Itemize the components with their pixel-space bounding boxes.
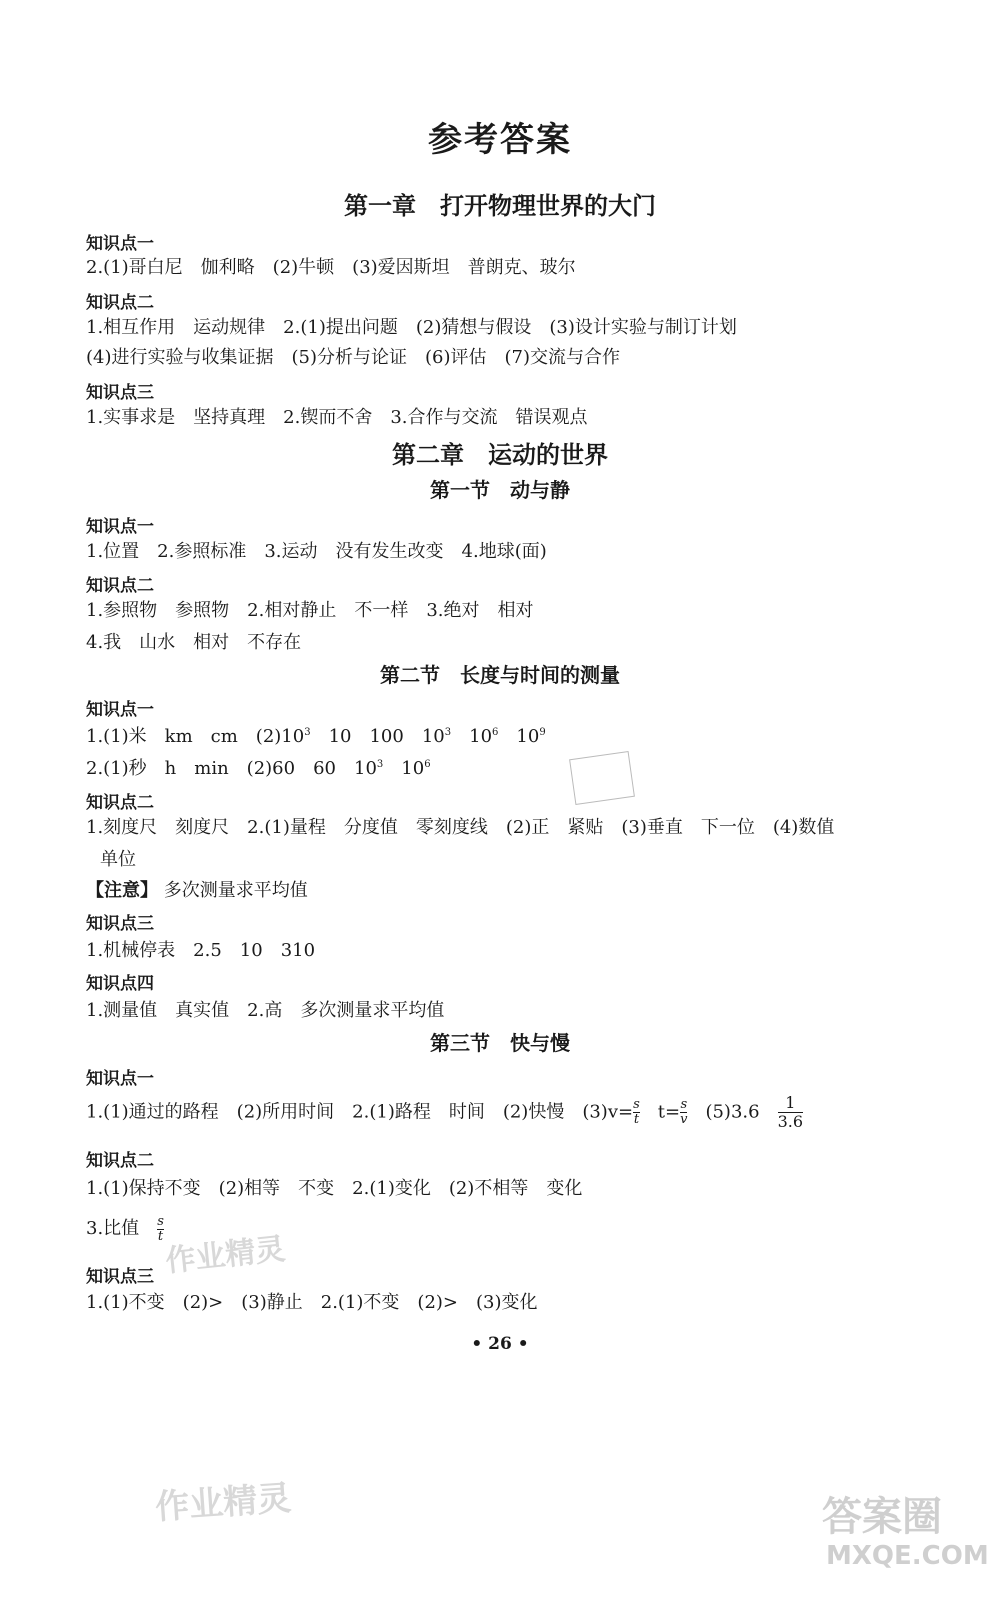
s3-kp2-label: 知识点二: [86, 1151, 154, 1171]
s1-kp2-answers-2: 4.我 山水 相对 不存在: [86, 632, 302, 653]
s2-note: 【注意】 多次测量求平均值: [86, 880, 308, 901]
ch1-kp1-answers: 2.(1)哥白尼 伽利略 (2)牛顿 (3)爱因斯坦 普朗克、玻尔: [86, 257, 576, 278]
page-number: • 26 •: [471, 1334, 529, 1354]
fraction-s-over-t-2: $\frac{s}{t}$: [157, 1213, 164, 1244]
s3-kp3-label: 知识点三: [86, 1267, 154, 1287]
s3-kp1-answers: 1.(1)通过的路程 (2)所用时间 2.(1)路程 时间 (2)快慢 (3)v= $\frac{s}{t}$ t= $\frac{s}{v}$ (5)3.6 $\frac{1}{3.6}$: [86, 1093, 804, 1131]
s3-kp1-label: 知识点一: [86, 1069, 154, 1089]
ch1-kp3-answers: 1.实事求是 坚持真理 2.锲而不舍 3.合作与交流 错误观点: [86, 407, 588, 428]
ch1-kp2-answers-1: 1.相互作用 运动规律 2.(1)提出问题 (2)猜想与假设 (3)设计实验与制订计划: [86, 317, 737, 338]
ch1-kp3-label: 知识点三: [86, 383, 154, 403]
ch1-kp2-label: 知识点二: [86, 293, 154, 313]
fraction-1-over-3-6: $\frac{1}{3.6}$: [777, 1093, 804, 1131]
s2-kp3-label: 知识点三: [86, 914, 154, 934]
chapter-2-heading: 第二章 运动的世界: [392, 441, 608, 469]
ch2-section-3-heading: 第三节 快与慢: [430, 1031, 570, 1055]
stamp-mark: [569, 751, 635, 805]
s3-kp2-answers-2: 3.比值 $\frac{s}{t}$: [86, 1213, 164, 1244]
s2-kp1-answers-2: 2.(1)秒 h min (2)60 60 $10^3$ $10^6$: [86, 758, 431, 779]
s2-kp3-answers: 1.机械停表 2.5 10 310: [86, 940, 316, 961]
watermark-logo-text: 答案圈: [822, 1494, 942, 1540]
s2-kp2-label: 知识点二: [86, 793, 154, 813]
watermark-text-1: 作业精灵: [163, 1231, 287, 1280]
s3-kp2-answers-1: 1.(1)保持不变 (2)相等 不变 2.(1)变化 (2)不相等 变化: [86, 1178, 583, 1199]
s2-kp2-answers-2: 单位: [100, 849, 136, 870]
fraction-s-over-t: $\frac{s}{t}$: [633, 1097, 640, 1127]
s2-kp1-answers-1: 1.(1)米 km cm $(2)10^3$ 10 100 $10^3$ $10^6$ $10^9$: [86, 726, 546, 747]
s2-kp4-label: 知识点四: [86, 974, 154, 994]
s1-kp2-answers-1: 1.参照物 参照物 2.相对静止 不一样 3.绝对 相对: [86, 600, 534, 621]
fraction-s-over-v: $\frac{s}{v}$: [680, 1097, 688, 1127]
s1-kp1-label: 知识点一: [86, 517, 154, 537]
ch1-kp1-label: 知识点一: [86, 234, 154, 254]
s2-kp4-answers: 1.测量值 真实值 2.高 多次测量求平均值: [86, 1000, 445, 1021]
s2-kp1-label: 知识点一: [86, 700, 154, 720]
ch2-section-1-heading: 第一节 动与静: [430, 478, 570, 502]
s1-kp2-label: 知识点二: [86, 576, 154, 596]
watermark-site-text: MXQE.COM: [826, 1541, 989, 1571]
chapter-1-heading: 第一章 打开物理世界的大门: [344, 192, 656, 220]
s2-kp2-answers-1: 1.刻度尺 刻度尺 2.(1)量程 分度值 零刻度线 (2)正 紧贴 (3)垂直 下一位 (4)数值: [86, 817, 835, 838]
watermark-text-2: 作业精灵: [154, 1478, 293, 1528]
s3-kp3-answers: 1.(1)不变 (2)> (3)静止 2.(1)不变 (2)> (3)变化: [86, 1292, 538, 1313]
ch2-section-2-heading: 第二节 长度与时间的测量: [380, 663, 620, 687]
ch1-kp2-answers-2: (4)进行实验与收集证据 (5)分析与论证 (6)评估 (7)交流与合作: [86, 347, 620, 368]
watermark-logo: [822, 1485, 989, 1585]
s1-kp1-answers: 1.位置 2.参照标准 3.运动 没有发生改变 4.地球(面): [86, 541, 547, 562]
page-title: 参考答案: [428, 120, 572, 160]
